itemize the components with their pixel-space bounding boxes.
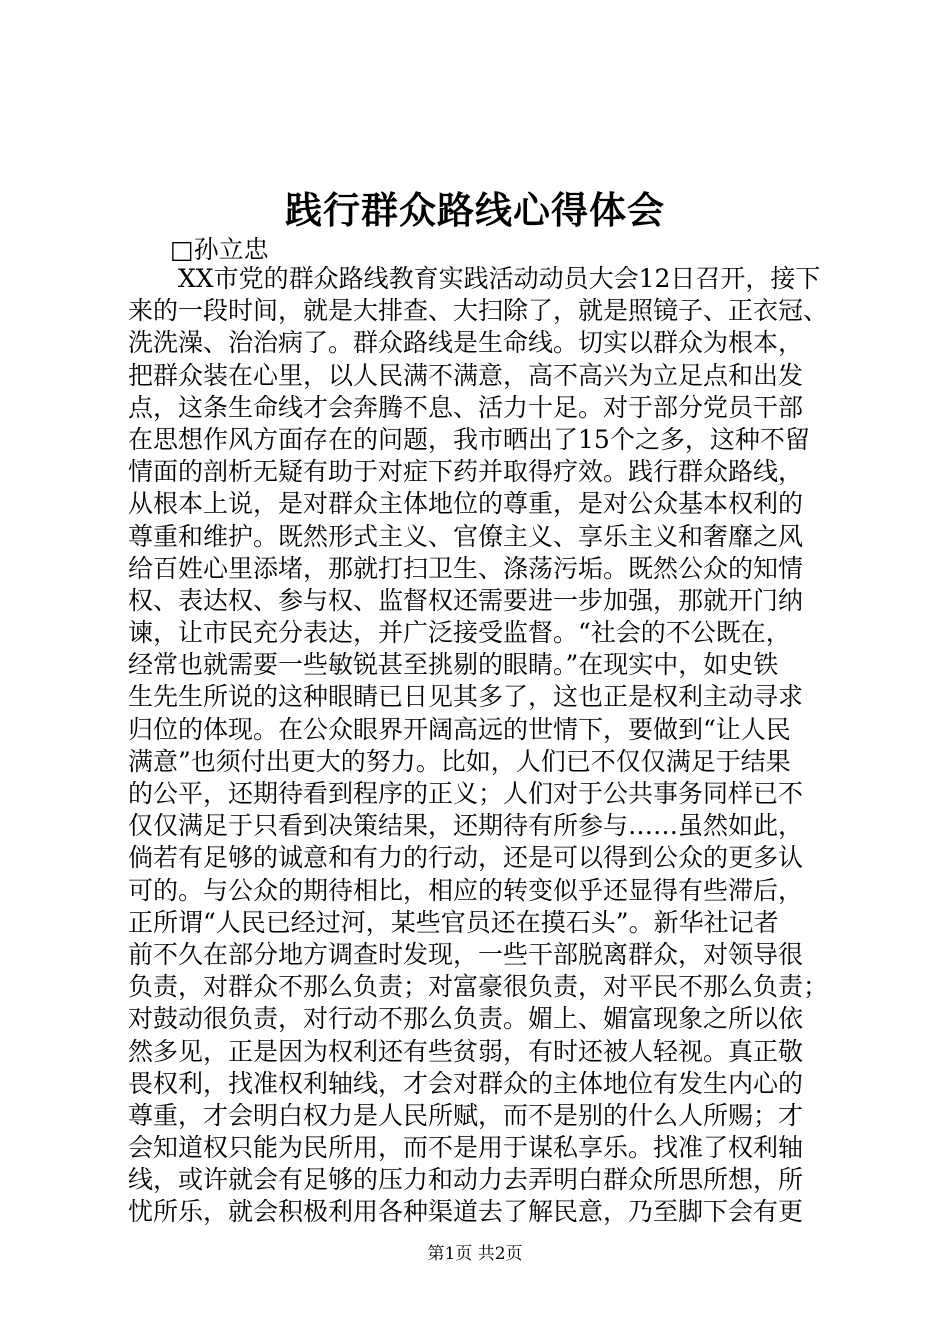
body-line: 把群众装在心里，以人民满不满意，高不高兴为立足点和出发 (128, 360, 804, 390)
body-line: 正所谓“人民已经过河，某些官员还在摸石头”。新华社记者 (128, 907, 779, 937)
body-line: 线，或许就会有足够的压力和动力去弄明白群众所思所想，所 (128, 1165, 804, 1195)
body-line: 生先生所说的这种眼睛已日见其多了，这也正是权利主动寻求 (128, 682, 804, 712)
body-line: 权、表达权、参与权、监督权还需要进一步加强，那就开门纳 (128, 585, 804, 615)
body-line: 谏，让市民充分表达，并广泛接受监督。“社会的不公既在， (128, 618, 791, 648)
body-line: 仅仅满足于只看到决策结果，还期待有所参与……虽然如此， (128, 811, 804, 841)
body-line: 尊重和维护。既然形式主义、官僚主义、享乐主义和奢靡之风 (128, 521, 804, 551)
body-line: 畏权利，找准权利轴线，才会对群众的主体地位有发生内心的 (128, 1068, 804, 1098)
body-line: 对鼓动很负责，对行动不那么负责。媚上、媚富现象之所以依 (128, 1004, 804, 1034)
body-line: 负责，对群众不那么负责；对富豪很负责，对平民不那么负责； (128, 972, 829, 1002)
body-text (128, 263, 828, 1229)
body-line: 情面的剖析无疑有助于对症下药并取得疗效。践行群众路线， (128, 457, 804, 487)
body-line: 经常也就需要一些敏锐甚至挑剔的眼睛。”在现实中，如史铁 (128, 650, 779, 680)
body-line: 的公平，还期待看到程序的正义；人们对于公共事务同样已不 (128, 779, 804, 808)
body-line: XX市党的群众路线教育实践活动动员大会12日召开，接下 (178, 264, 821, 293)
body-line: 从根本上说，是对群众主体地位的尊重，是对公众基本权利的 (128, 489, 804, 519)
body-line: 来的一段时间，就是大排查、大扫除了，就是照镜子、正衣冠、 (128, 296, 829, 326)
page-footer: 第1页 共2页 (427, 1244, 523, 1264)
body-line: 归位的体现。在公众眼界开阔高远的世情下，要做到“让人民 (128, 714, 791, 744)
body-line: 在思想作风方面存在的问题，我市晒出了15个之多，这种不留 (128, 424, 810, 454)
author-line: □孙立忠 (170, 235, 269, 264)
body-line: 然多见，正是因为权利还有些贫弱，有时还被人轻视。真正敬 (128, 1036, 804, 1066)
body-line: 点，这条生命线才会奔腾不息、活力十足。对于部分党员干部 (128, 392, 804, 422)
body-line: 给百姓心里添堵，那就打扫卫生、涤荡污垢。既然公众的知情 (128, 553, 804, 583)
body-line: 会知道权只能为民所用，而不是用于谋私享乐。找准了权利轴 (128, 1133, 804, 1163)
body-line: 倘若有足够的诚意和有力的行动，还是可以得到公众的更多认 (128, 843, 804, 873)
body-line: 满意”也须付出更大的努力。比如，人们已不仅仅满足于结果 (128, 746, 791, 776)
body-line: 尊重，才会明白权力是人民所赋，而不是别的什么人所赐；才 (128, 1100, 804, 1130)
body-line: 前不久在部分地方调查时发现，一些干部脱离群众，对领导很 (128, 939, 804, 969)
body-line: 可的。与公众的期待相比，相应的转变似乎还显得有些滞后， (128, 875, 804, 905)
body-line: 忧所乐，就会积极利用各种渠道去了解民意，乃至脚下会有更 (128, 1197, 804, 1227)
document-title: 践行群众路线心得体会 (285, 188, 665, 232)
body-line: 洗洗澡、治治病了。群众路线是生命线。切实以群众为根本， (128, 328, 804, 358)
